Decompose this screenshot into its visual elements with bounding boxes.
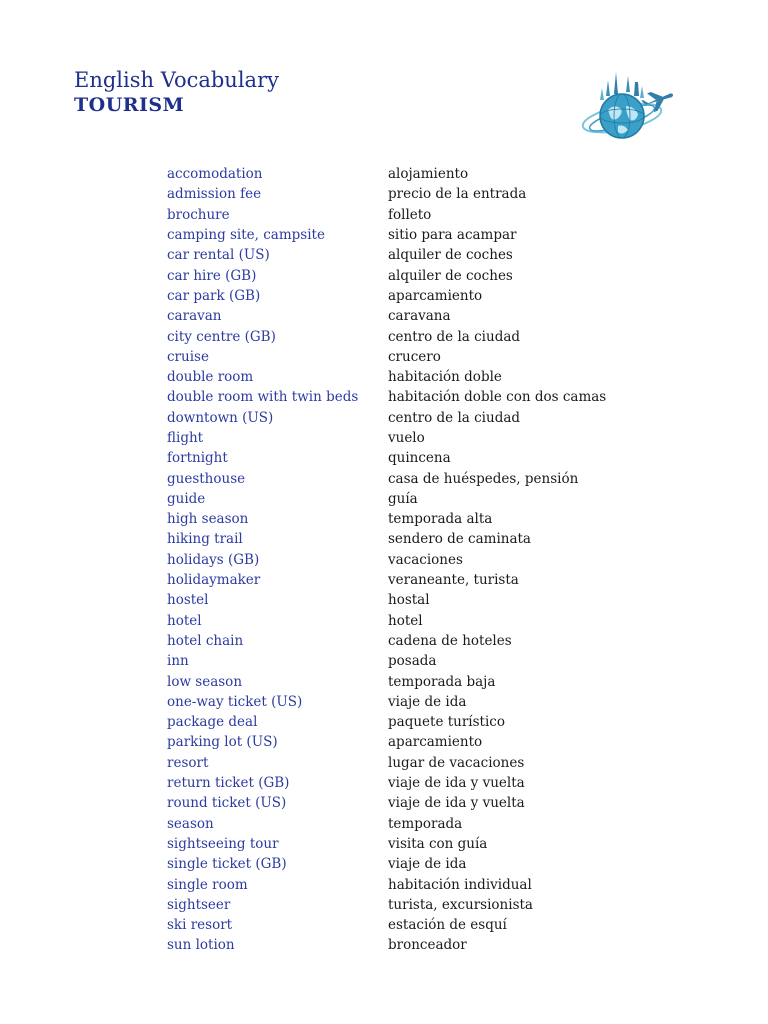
english-term: flight [167, 430, 204, 446]
vocabulary-row [167, 793, 687, 813]
english-term: hotel [167, 612, 202, 629]
vocabulary-row [167, 570, 687, 590]
english-term: car hire (GB) [167, 267, 257, 284]
spanish-translation: alquiler de coches [388, 247, 513, 264]
english-term: sun lotion [167, 937, 235, 954]
vocabulary-row [167, 834, 687, 854]
english-term: car park (GB) [167, 287, 261, 304]
spanish-translation: aparcamiento [388, 287, 483, 304]
vocabulary-row [167, 509, 687, 529]
english-term: high season [167, 511, 249, 528]
english-term: guide [167, 490, 206, 507]
vocabulary-row [167, 712, 687, 732]
english-term: fortnight [167, 450, 228, 467]
vocabulary-row [167, 184, 687, 204]
page-title: English Vocabulary [74, 68, 279, 92]
english-term: one-way ticket (US) [167, 693, 303, 710]
vocabulary-row [167, 489, 687, 509]
vocabulary-row [167, 773, 687, 793]
spanish-translation: hotel [388, 612, 423, 629]
vocabulary-row [167, 245, 687, 265]
vocabulary-row [167, 306, 687, 326]
english-term: guesthouse [167, 470, 246, 487]
vocabulary-row [167, 205, 687, 225]
spanish-translation: veraneante, turista [388, 572, 519, 589]
vocabulary-row [167, 347, 687, 367]
vocabulary-row [167, 408, 687, 428]
spanish-translation: habitación doble [388, 369, 502, 386]
vocabulary-row [167, 651, 687, 671]
english-term: round ticket (US) [167, 795, 287, 812]
spanish-translation: posada [388, 653, 437, 670]
spanish-translation: centro de la ciudad [388, 409, 521, 426]
english-term: ski resort [167, 917, 233, 934]
vocabulary-row [167, 611, 687, 631]
spanish-translation: temporada [388, 815, 463, 832]
english-term: accomodation [167, 166, 263, 183]
vocabulary-row [167, 753, 687, 773]
spanish-translation: viaje de ida y vuelta [388, 795, 525, 812]
spanish-translation: cadena de hoteles [388, 632, 512, 649]
vocabulary-row [167, 550, 687, 570]
english-term: double room with twin beds [167, 389, 359, 406]
spanish-translation: habitación individual [388, 876, 532, 893]
spanish-translation: folleto [388, 206, 432, 223]
english-term: hostel [167, 592, 209, 609]
vocabulary-row [167, 590, 687, 610]
vocabulary-row [167, 428, 687, 448]
vocabulary-row [167, 225, 687, 245]
spanish-translation: crucero [388, 348, 441, 365]
vocabulary-row [167, 468, 687, 488]
vocabulary-row [167, 164, 687, 184]
spanish-translation: aparcamiento [388, 734, 483, 751]
english-term: inn [167, 653, 189, 670]
spanish-translation: viaje de ida y vuelta [388, 775, 525, 792]
vocabulary-row [167, 326, 687, 346]
spanish-translation: estación de esquí [388, 917, 507, 934]
english-term: caravan [167, 308, 222, 325]
english-term: single room [167, 876, 248, 893]
vocabulary-row [167, 692, 687, 712]
vocabulary-row [167, 286, 687, 306]
spanish-translation: habitación doble con dos camas [388, 389, 607, 406]
spanish-translation: visita con guía [388, 835, 488, 852]
spanish-translation: precio de la entrada [388, 186, 527, 203]
travel-globe-airplane-icon [578, 66, 686, 158]
vocabulary-row [167, 265, 687, 285]
vocabulary-row [167, 874, 687, 894]
english-term: low season [167, 673, 243, 690]
vocabulary-row [167, 448, 687, 468]
vocabulary-row [167, 935, 687, 955]
vocabulary-row [167, 814, 687, 834]
spanish-translation: alojamiento [388, 166, 469, 183]
english-term: brochure [167, 206, 230, 223]
spanish-translation: casa de huéspedes, pensión [388, 470, 579, 487]
spanish-translation: vuelo [388, 430, 425, 446]
english-term: season [167, 815, 214, 832]
english-term: cruise [167, 348, 209, 365]
spanish-translation: viaje de ida [388, 693, 467, 710]
english-term: downtown (US) [167, 409, 274, 426]
spanish-translation: paquete turístico [388, 714, 505, 731]
english-term: holidays (GB) [167, 551, 260, 568]
english-term: city centre (GB) [167, 328, 276, 345]
english-term: sightseeing tour [167, 835, 279, 852]
spanish-translation: alquiler de coches [388, 267, 513, 284]
english-term: hiking trail [167, 531, 243, 548]
spanish-translation: vacaciones [388, 551, 463, 568]
vocabulary-row [167, 367, 687, 387]
english-term: admission fee [167, 186, 262, 203]
english-term: car rental (US) [167, 247, 270, 264]
english-term: camping site, campsite [167, 227, 325, 244]
spanish-translation: caravana [388, 308, 451, 325]
spanish-translation: sendero de caminata [388, 531, 531, 548]
spanish-translation: temporada baja [388, 673, 496, 690]
english-term: return ticket (GB) [167, 775, 290, 792]
vocabulary-row [167, 732, 687, 752]
english-term: hotel chain [167, 632, 244, 649]
vocabulary-row [167, 387, 687, 407]
vocabulary-row [167, 915, 687, 935]
english-term: double room [167, 369, 254, 386]
spanish-translation: centro de la ciudad [388, 328, 521, 345]
vocabulary-row [167, 895, 687, 915]
english-term: resort [167, 754, 209, 771]
spanish-translation: lugar de vacaciones [388, 754, 525, 771]
spanish-translation: guía [388, 490, 418, 507]
spanish-translation: bronceador [388, 937, 467, 954]
english-term: parking lot (US) [167, 734, 278, 751]
english-term: package deal [167, 714, 258, 731]
vocabulary-row [167, 631, 687, 651]
english-term: sightseer [167, 896, 231, 913]
vocabulary-row [167, 854, 687, 874]
spanish-translation: temporada alta [388, 511, 493, 528]
page-subtitle: TOURISM [74, 94, 185, 116]
spanish-translation: hostal [388, 592, 430, 609]
spanish-translation: sitio para acampar [388, 227, 517, 244]
spanish-translation: viaje de ida [388, 856, 467, 873]
spanish-translation: turista, excursionista [388, 896, 533, 913]
vocabulary-list [167, 164, 687, 956]
english-term: single ticket (GB) [167, 856, 287, 873]
vocabulary-row [167, 529, 687, 549]
english-term: holidaymaker [167, 572, 261, 589]
spanish-translation: quincena [388, 450, 451, 467]
vocabulary-row [167, 671, 687, 691]
